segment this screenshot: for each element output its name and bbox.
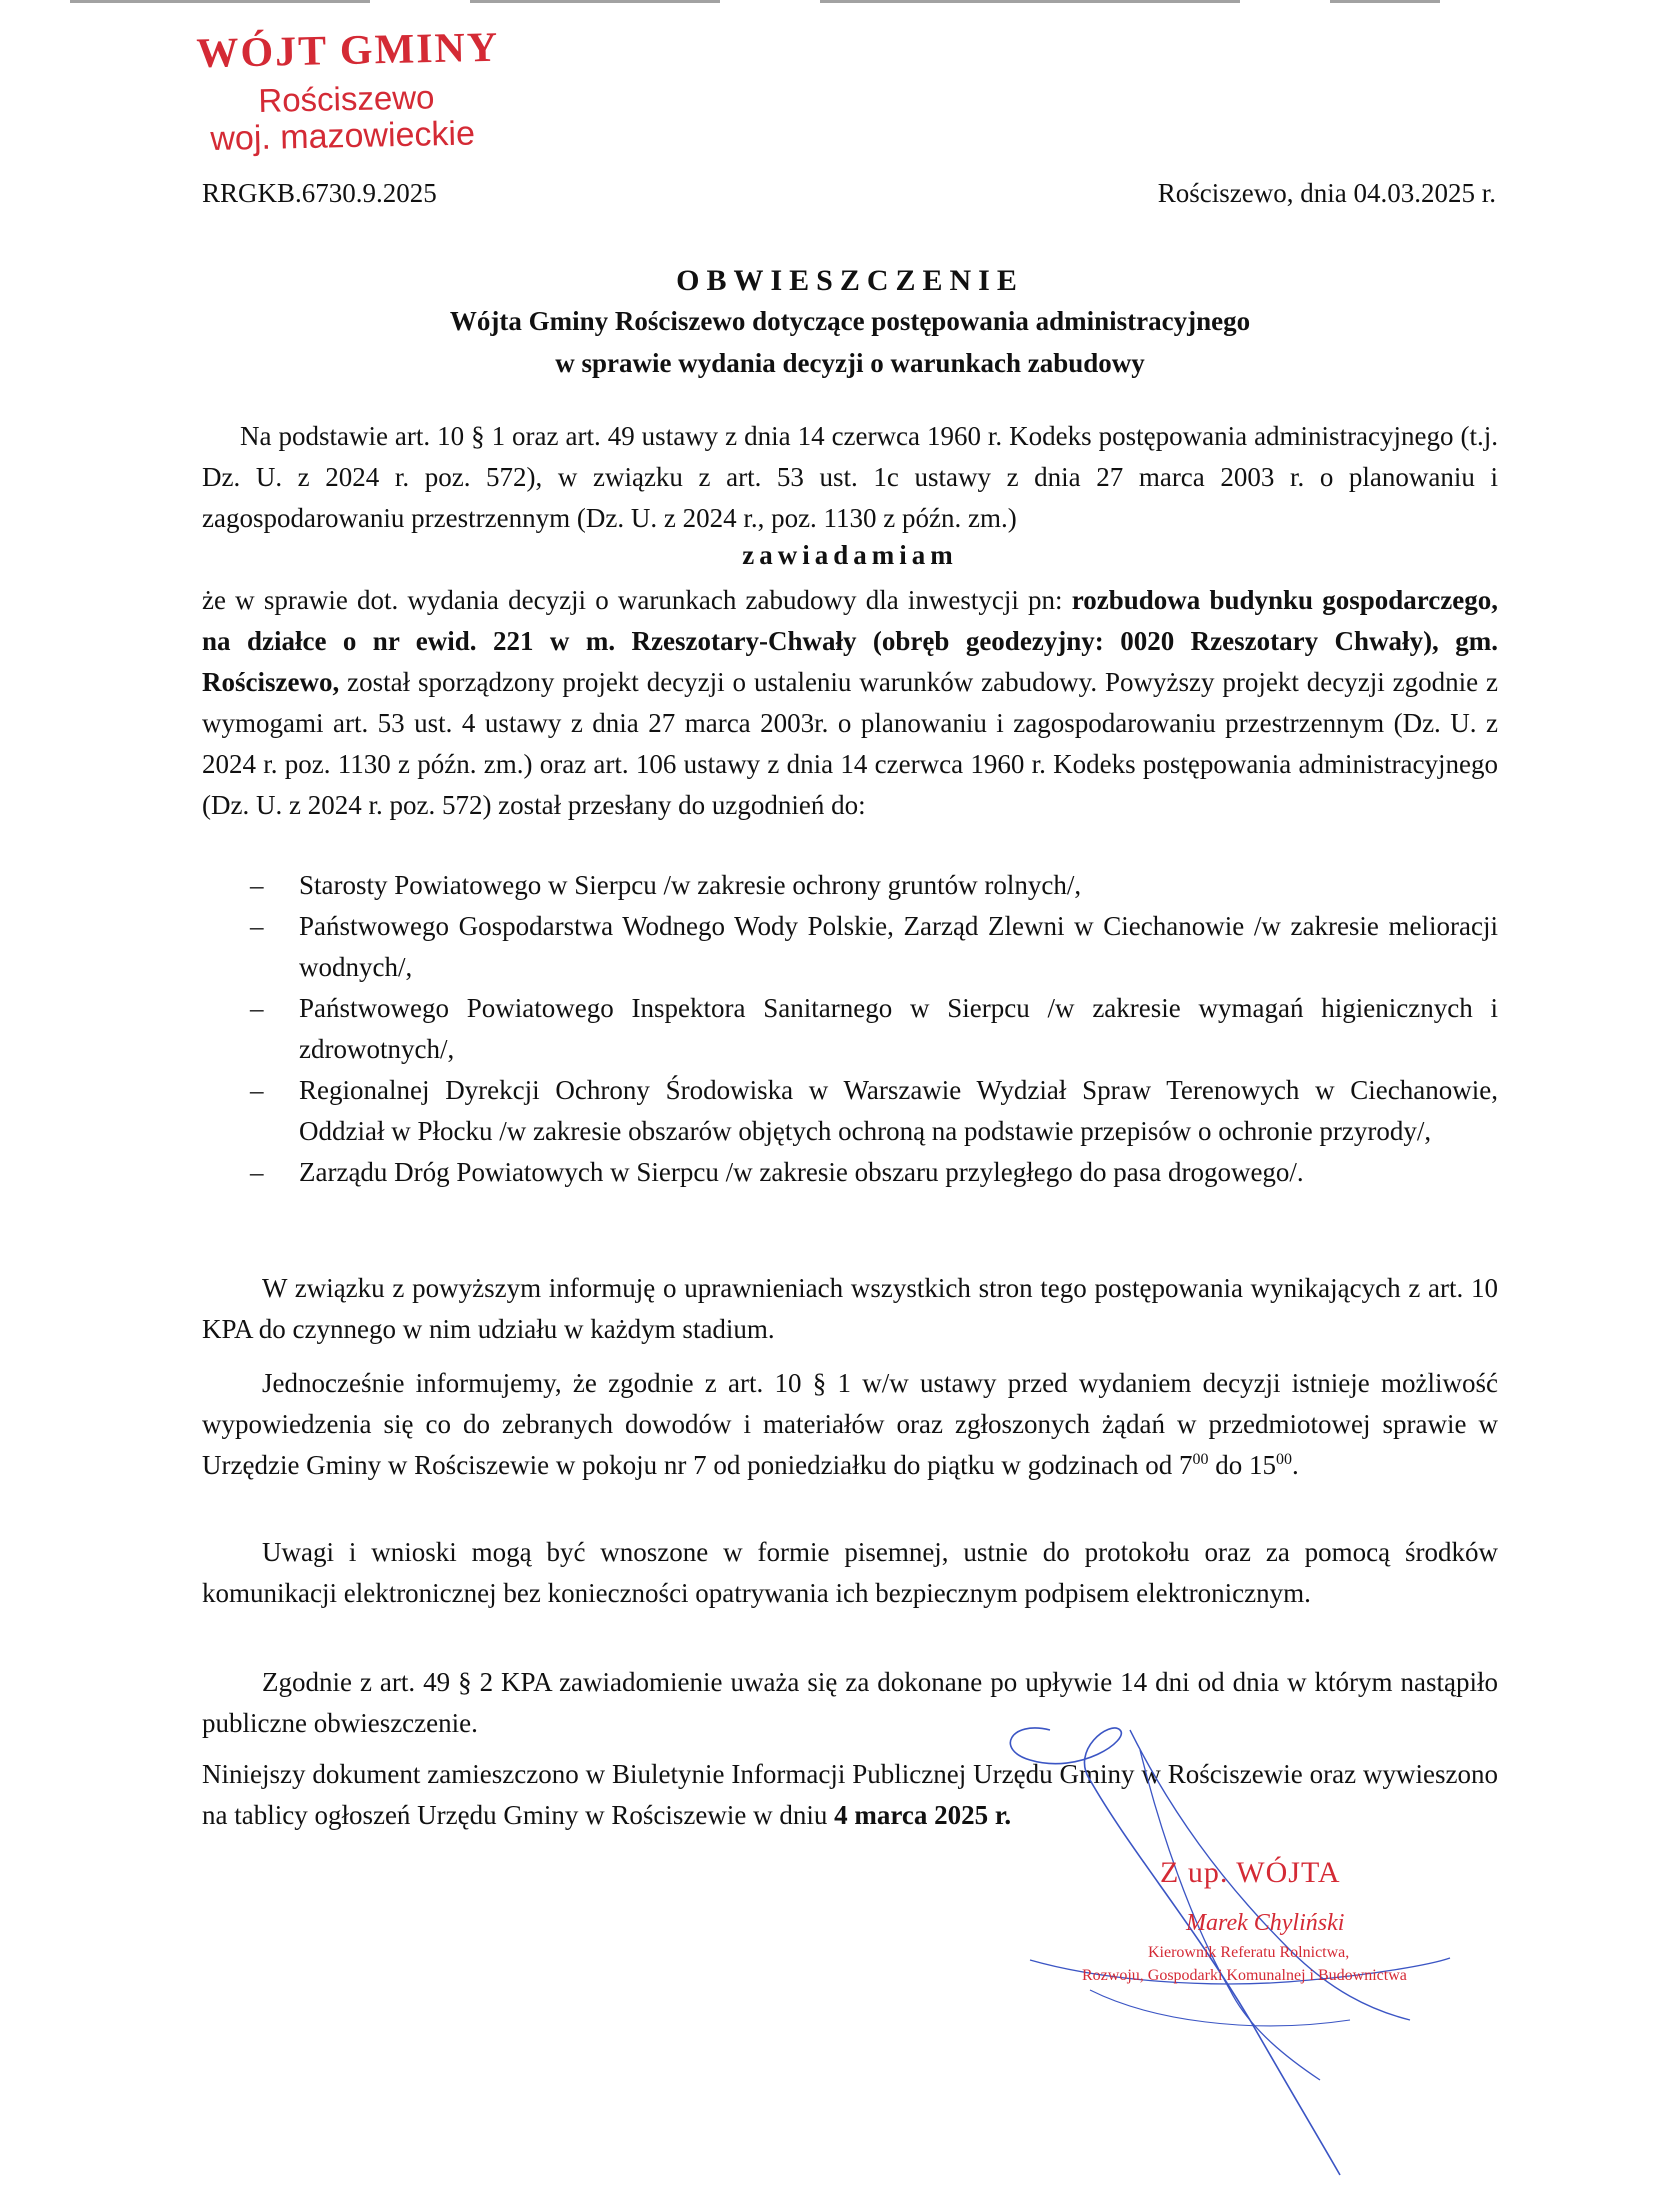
scan-edge-line [70,0,370,3]
signatory-position-line-1: Kierownik Referatu Rolnictwa, [1148,1944,1350,1961]
office-stamp [196,24,556,158]
paragraph-legal-basis-text: Na podstawie art. 10 § 1 oraz art. 49 ustawy z dnia 14 czerwca 1960 r. Kodeks postępowania administracyjnego (t.j. Dz. U. z 2024 r. poz. 572), w związku z art. 53 ust. 1c ustawy z dnia 27 marca 2003 r. o planowaniu i zagospodarowaniu przestrzennym (Dz. U. z 2024 r., poz. 1130 z późn. zm.) [202,421,1498,533]
list-item: – Państwowego Powiatowego Inspektora Sanitarnego w Sierpcu /w zakresie wymagań higienicznych i zdrowotnych/, [202,988,1498,1070]
place-and-date: Rościszewo, dnia 04.03.2025 r. [1157,178,1496,208]
paragraph-investment-text [202,580,1498,826]
document-subtitle-line-2: w sprawie wydania decyzji o warunkach zabudowy [555,348,1145,378]
notice-verb: zawiadamiam [742,540,958,570]
stamp-line-office: WÓJT GMINY [196,24,500,77]
signatory-position-line-2: Rozwoju, Gospodarki Komunalnej i Budownictwa [1082,1967,1407,1984]
paragraph-legal-basis [202,416,1498,539]
paragraph-notice-effect-text: Zgodnie z art. 49 § 2 KPA zawiadomienie uważa się za dokonane po upływie 14 dni od dnia w którym nastąpiło publiczne obwieszczenie. [202,1667,1498,1738]
office-hours-end: . [1292,1450,1299,1480]
scan-edge-line [1330,0,1440,3]
handwritten-signature [990,1690,1460,2190]
list-item: – Państwowego Gospodarstwa Wodnego Wody Polskie, Zarząd Zlewni w Ciechanowie /w zakresie melioracji wodnych/, [202,906,1498,988]
document-title: OBWIESZCZENIE [676,264,1024,297]
stamp-line-municipality: Rościszewo [258,78,435,119]
stamp-line-province: woj. mazowieckie [210,114,476,158]
office-hours-text: Jednocześnie informujemy, że zgodnie z art. 10 § 1 w/w ustawy przed wydaniem decyzji istnieje możliwość wypowiedzenia się co do zebranych dowodów i materiałów oraz zgłoszonych żądań w przedmiotowej sprawie w Urzędzie Gminy w Rościszewie w pokoju nr 7 od poniedziałku do piątku w godzinach od 7 [202,1368,1498,1480]
scan-edge-line [470,0,720,3]
paragraph-party-rights-text: W związku z powyższym informuję o uprawnieniach wszystkich stron tego postępowania wynikających z art. 10 KPA do czynnego w nim udziału w każdym stadium. [202,1273,1498,1344]
case-number: RRGKB.6730.9.2025 [202,178,437,208]
publication-date: 4 marca 2025 r. [834,1800,1012,1830]
investment-details: został sporządzony projekt decyzji o ustaleniu warunków zabudowy. Powyższy projekt decyzji zgodnie z wymogami art. 53 ust. 4 ustawy z dnia 27 marca 2003r. o planowaniu i zagospodarowaniu przestrzennym (Dz. U. z 2024 r. poz. 1130 z późn. zm.) oraz art. 106 ustawy z dnia 14 czerwca 1960 r. Kodeks postępowania administracyjnego (Dz. U. z 2024 r. poz. 572) został przesłany do uzgodnień do: [202,667,1498,820]
scan-edge-line [820,0,1240,3]
investment-name: rozbudowa budynku gospodarczego, na działce o nr ewid. 221 w m. Rzeszotary-Chwały (obręb geodezyjny: 0020 Rzeszotary Chwały), gm. Rościszewo, [202,585,1498,697]
publication-text: Niniejszy dokument zamieszczono w Biuletynie Informacji Publicznej Urzędu Gminy w Rościszewie oraz wywieszono na tablicy ogłoszeń Urzędu Gminy w Rościszewie w dniu [202,1759,1498,1830]
hours-superscript-start: 00 [1192,1451,1209,1468]
signatory-name: Marek Chyliński [1186,1910,1345,1936]
signature-authority: Z up. WÓJTA [1160,1856,1341,1889]
paragraph-comments-text: Uwagi i wnioski mogą być wnoszone w formie pisemnej, ustnie do protokołu oraz za pomocą środków komunikacji elektronicznej bez konieczności opatrywania ich bezpiecznym podpisem elektronicznym. [202,1537,1498,1608]
agreement-recipients-list [202,865,1498,1193]
paragraph-office-hours-text [202,1363,1498,1486]
investment-intro: że w sprawie dot. wydania decyzji o warunkach zabudowy dla inwestycji pn: [202,585,1072,615]
document-subtitle-line-1: Wójta Gminy Rościszewo dotyczące postępowania administracyjnego [449,306,1251,336]
paragraph-party-rights [202,1268,1498,1350]
paragraph-office-hours [202,1363,1498,1486]
paragraph-comments [202,1532,1498,1614]
paragraph-investment [202,580,1498,826]
office-hours-to: do 15 [1208,1450,1277,1480]
list-item: – Zarządu Dróg Powiatowych w Sierpcu /w zakresie obszaru przyległego do pasa drogowego/. [202,1152,1498,1193]
hours-superscript-end: 00 [1276,1451,1293,1468]
list-item: – Regionalnej Dyrekcji Ochrony Środowiska w Warszawie Wydział Spraw Terenowych w Ciechanowie, Oddział w Płocku /w zakresie obszarów objętych ochroną na podstawie przepisów o ochronie przyrody/, [202,1070,1498,1152]
list-item: – Starosty Powiatowego w Sierpcu /w zakresie ochrony gruntów rolnych/, [202,865,1498,906]
